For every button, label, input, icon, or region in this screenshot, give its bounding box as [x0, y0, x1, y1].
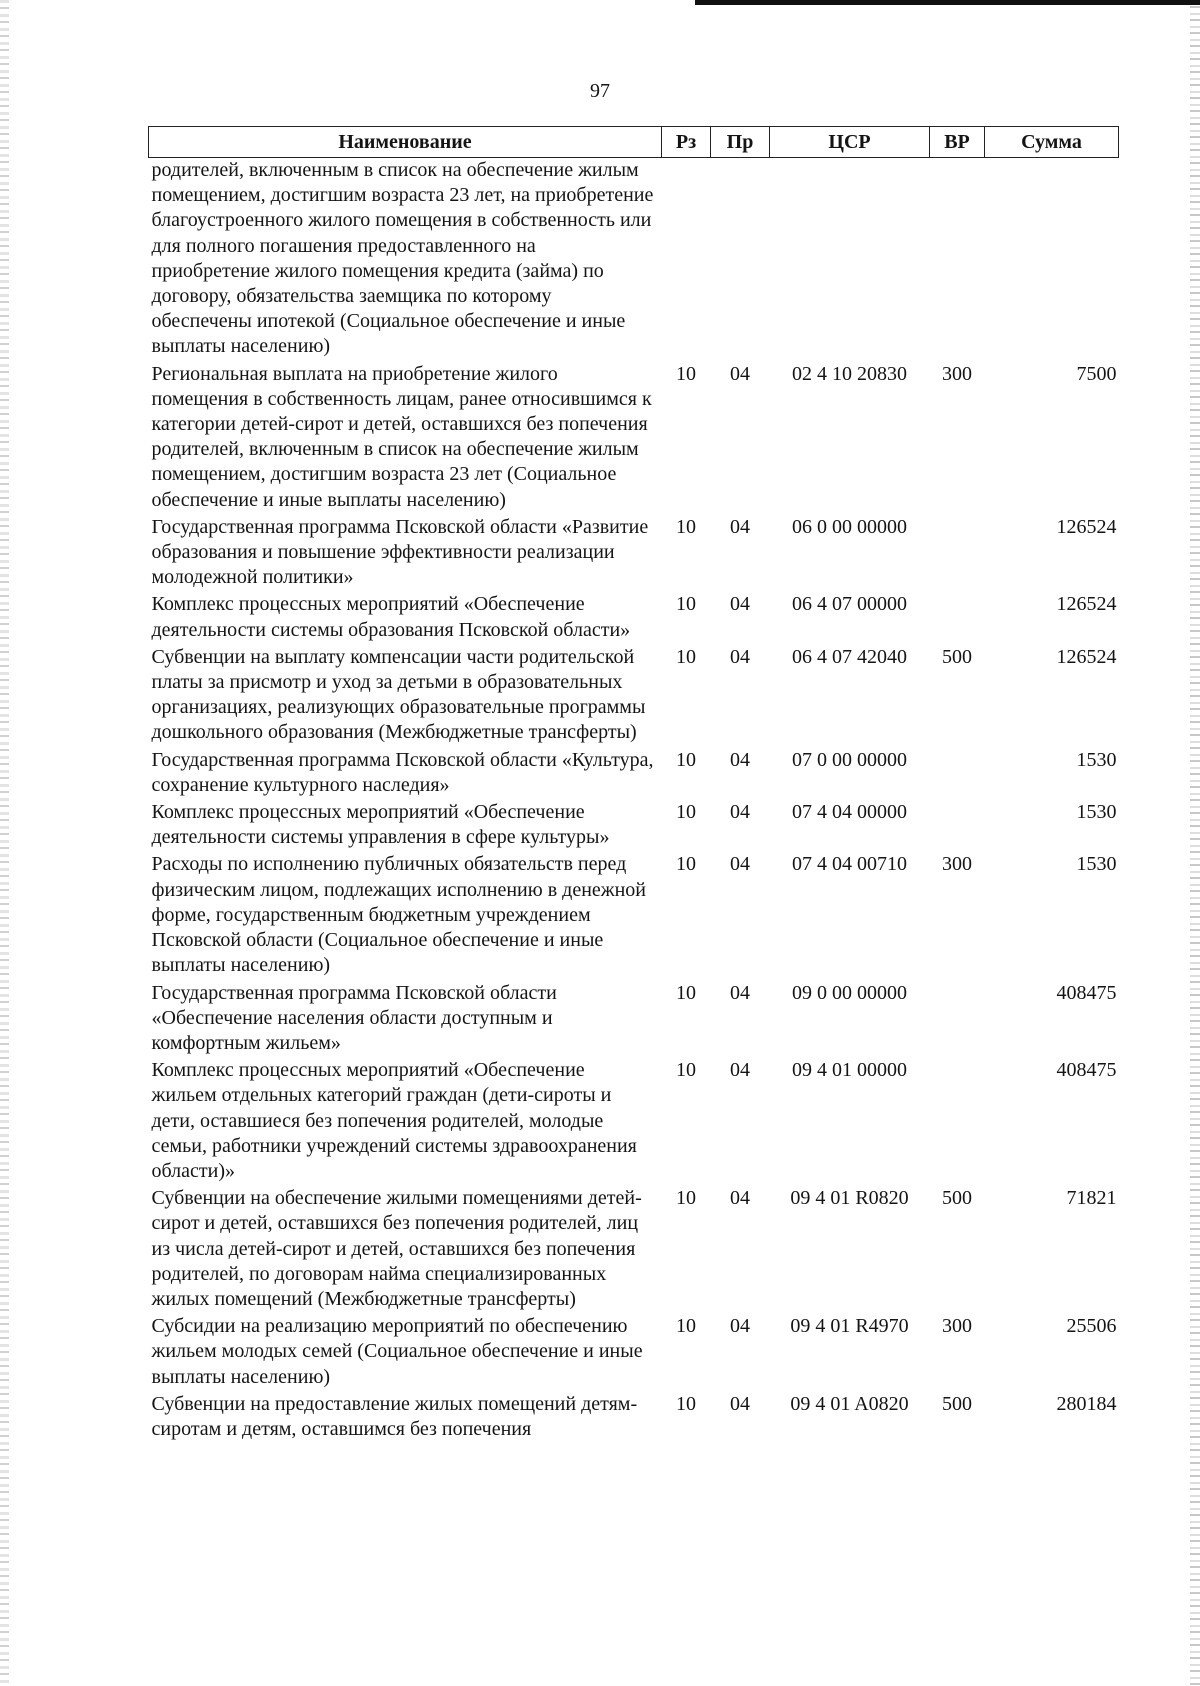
header-vr: ВР: [930, 127, 985, 158]
cell-pr: 04: [730, 801, 750, 824]
cell-name: Субвенции на предоставление жилых помещений детям-сиротам и детям, оставшимся без попечения: [151, 1392, 638, 1440]
scan-edge-right: [1190, 0, 1200, 1686]
cell-rz: 10: [676, 1059, 696, 1082]
cell-rz: 10: [676, 1392, 696, 1415]
cell-sum: 408475: [1056, 1059, 1117, 1082]
cell-sum: 408475: [1056, 981, 1117, 1004]
cell-vr: 300: [942, 853, 972, 876]
cell-name: Государственная программа Псковской области «Культура, сохранение культурного наследия»: [151, 748, 654, 796]
table-row: [149, 981, 1119, 1059]
cell-csr: 09 0 00 00000: [792, 981, 907, 1004]
cell-csr: 09 4 01 00000: [792, 1059, 907, 1082]
cell-pr: 04: [730, 1187, 750, 1210]
header-row: [149, 127, 1119, 158]
cell-pr: 04: [730, 981, 750, 1004]
cell-rz: 10: [676, 362, 696, 385]
cell-name: Государственная программа Псковской области «Развитие образования и повышение эффективности реализации молодежной политики»: [151, 515, 649, 589]
cell-pr: 04: [730, 748, 750, 771]
cell-name: Комплекс процессных мероприятий «Обеспечение деятельности системы образования Псковской области»: [151, 593, 631, 641]
cell-rz: [662, 158, 711, 362]
cell-csr: 06 4 07 00000: [792, 593, 907, 616]
table-row: [149, 1314, 1119, 1392]
cell-sum: 7500: [1076, 362, 1117, 385]
cell-pr: 04: [730, 593, 750, 616]
cell-pr: 04: [730, 1059, 750, 1082]
budget-table: [148, 126, 1119, 1444]
header-rz: Рз: [662, 127, 711, 158]
cell-pr: 04: [730, 362, 750, 385]
cell-vr: 500: [942, 1187, 972, 1210]
cell-rz: 10: [676, 645, 696, 668]
cell-vr: 500: [942, 1392, 972, 1415]
cell-sum: 126524: [1056, 645, 1117, 668]
cell-csr: 07 4 04 00000: [792, 801, 907, 824]
cell-sum: 1530: [1076, 748, 1117, 771]
cell-vr: 300: [942, 362, 972, 385]
table-row: [149, 852, 1119, 980]
cell-name: Региональная выплата на приобретение жилого помещения в собственность лицам, ранее относившимся к категории детей-сирот и детей, оставшихся без попечения родителей, включенным в список на обеспечение жилым помещением, достигшим возраста 23 лет (Социальное обеспечение и иные выплаты населению): [151, 362, 652, 511]
scan-top-bar: [695, 0, 1200, 5]
table-row: [149, 158, 1119, 362]
table-row: [149, 748, 1119, 800]
header-sum: Сумма: [985, 127, 1119, 158]
cell-rz: 10: [676, 981, 696, 1004]
table-row: [149, 515, 1119, 593]
cell-sum: 126524: [1056, 593, 1117, 616]
cell-csr: 09 4 01 A0820: [790, 1392, 909, 1415]
cell-csr: 07 0 00 00000: [792, 748, 907, 771]
cell-sum: 126524: [1056, 515, 1117, 538]
header-name: Наименование: [149, 127, 662, 158]
cell-sum: 1530: [1076, 853, 1117, 876]
cell-name: Комплекс процессных мероприятий «Обеспечение жильем отдельных категорий граждан (дети-сироты и дети, оставшиеся без попечения родителей, молодые семьи, работники учреждений системы здравоохранения области)»: [151, 1059, 637, 1182]
page-number: 97: [590, 80, 610, 102]
table-row: [149, 1186, 1119, 1314]
cell-pr: 04: [730, 853, 750, 876]
cell-pr: 04: [730, 1315, 750, 1338]
cell-name: Субвенции на выплату компенсации части родительской платы за присмотр и уход за детьми в образовательных организациях, реализующих образовательные программы дошкольного образования (Межбюджетные трансферты): [151, 645, 646, 744]
cell-vr: [930, 981, 985, 1059]
cell-name: Субсидии на реализацию мероприятий по обеспечению жильем молодых семей (Социальное обеспечение и иные выплаты населению): [151, 1315, 643, 1388]
cell-name: Субвенции на обеспечение жилыми помещениями детей-сирот и детей, оставшихся без попечения родителей, лиц из числа детей-сирот и детей, оставшихся без попечения родителей, по договорам найма специализированных жилых помещений (Межбюджетные трансферты): [151, 1187, 642, 1310]
header-pr: Пр: [711, 127, 770, 158]
table-row: [149, 362, 1119, 515]
table-row: [149, 645, 1119, 748]
cell-rz: 10: [676, 853, 696, 876]
cell-csr: 07 4 04 00710: [792, 853, 907, 876]
cell-csr: [770, 158, 930, 362]
cell-rz: 10: [676, 593, 696, 616]
cell-vr: [930, 1058, 985, 1186]
table-row: [149, 1392, 1119, 1444]
cell-pr: 04: [730, 645, 750, 668]
cell-name: Государственная программа Псковской области «Обеспечение населения области доступным и комфортным жильем»: [151, 981, 557, 1054]
header-csr: ЦСР: [770, 127, 930, 158]
scan-edge-left: [0, 0, 9, 1686]
cell-csr: 02 4 10 20830: [792, 362, 907, 385]
cell-vr: [930, 158, 985, 362]
cell-name: Расходы по исполнению публичных обязательств перед физическим лицом, подлежащих исполнению в денежной форме, государственным бюджетным учреждением Псковской области (Социальное обеспечение и иные выплаты населению): [151, 853, 647, 977]
cell-csr: 06 0 00 00000: [792, 515, 907, 538]
cell-rz: 10: [676, 1315, 696, 1338]
cell-rz: 10: [676, 1187, 696, 1210]
cell-pr: [711, 158, 770, 362]
cell-vr: [930, 515, 985, 593]
cell-name: Комплекс процессных мероприятий «Обеспечение деятельности системы управления в сфере культуры»: [151, 801, 610, 849]
cell-csr: 09 4 01 R4970: [790, 1315, 909, 1338]
cell-vr: 300: [942, 1315, 972, 1338]
cell-sum: 71821: [1066, 1187, 1117, 1210]
table-row: [149, 592, 1119, 644]
cell-vr: [930, 592, 985, 644]
cell-sum: 25506: [1066, 1315, 1117, 1338]
table-row: [149, 800, 1119, 852]
table-header: [149, 127, 1119, 158]
cell-csr: 09 4 01 R0820: [790, 1187, 909, 1210]
cell-rz: 10: [676, 801, 696, 824]
table-body: [149, 158, 1119, 1445]
cell-sum: 1530: [1076, 801, 1117, 824]
cell-rz: 10: [676, 748, 696, 771]
cell-vr: [930, 748, 985, 800]
cell-vr: 500: [942, 645, 972, 668]
cell-pr: 04: [730, 1392, 750, 1415]
table-row: [149, 1058, 1119, 1186]
cell-vr: [930, 800, 985, 852]
cell-name: родителей, включенным в список на обеспечение жилым помещением, достигшим возраста 23 лет, на приобретение благоустроенного жилого помещения в собственность или для полного погашения предоставленного на приобретение жилого помещения кредита (займа) по договору, обязательства заемщика по которому обеспечены ипотекой (Социальное обеспечение и иные выплаты населению): [151, 159, 654, 358]
cell-sum: 280184: [1056, 1392, 1117, 1415]
cell-rz: 10: [676, 515, 696, 538]
cell-pr: 04: [730, 515, 750, 538]
cell-sum: [985, 158, 1119, 362]
cell-csr: 06 4 07 42040: [792, 645, 907, 668]
